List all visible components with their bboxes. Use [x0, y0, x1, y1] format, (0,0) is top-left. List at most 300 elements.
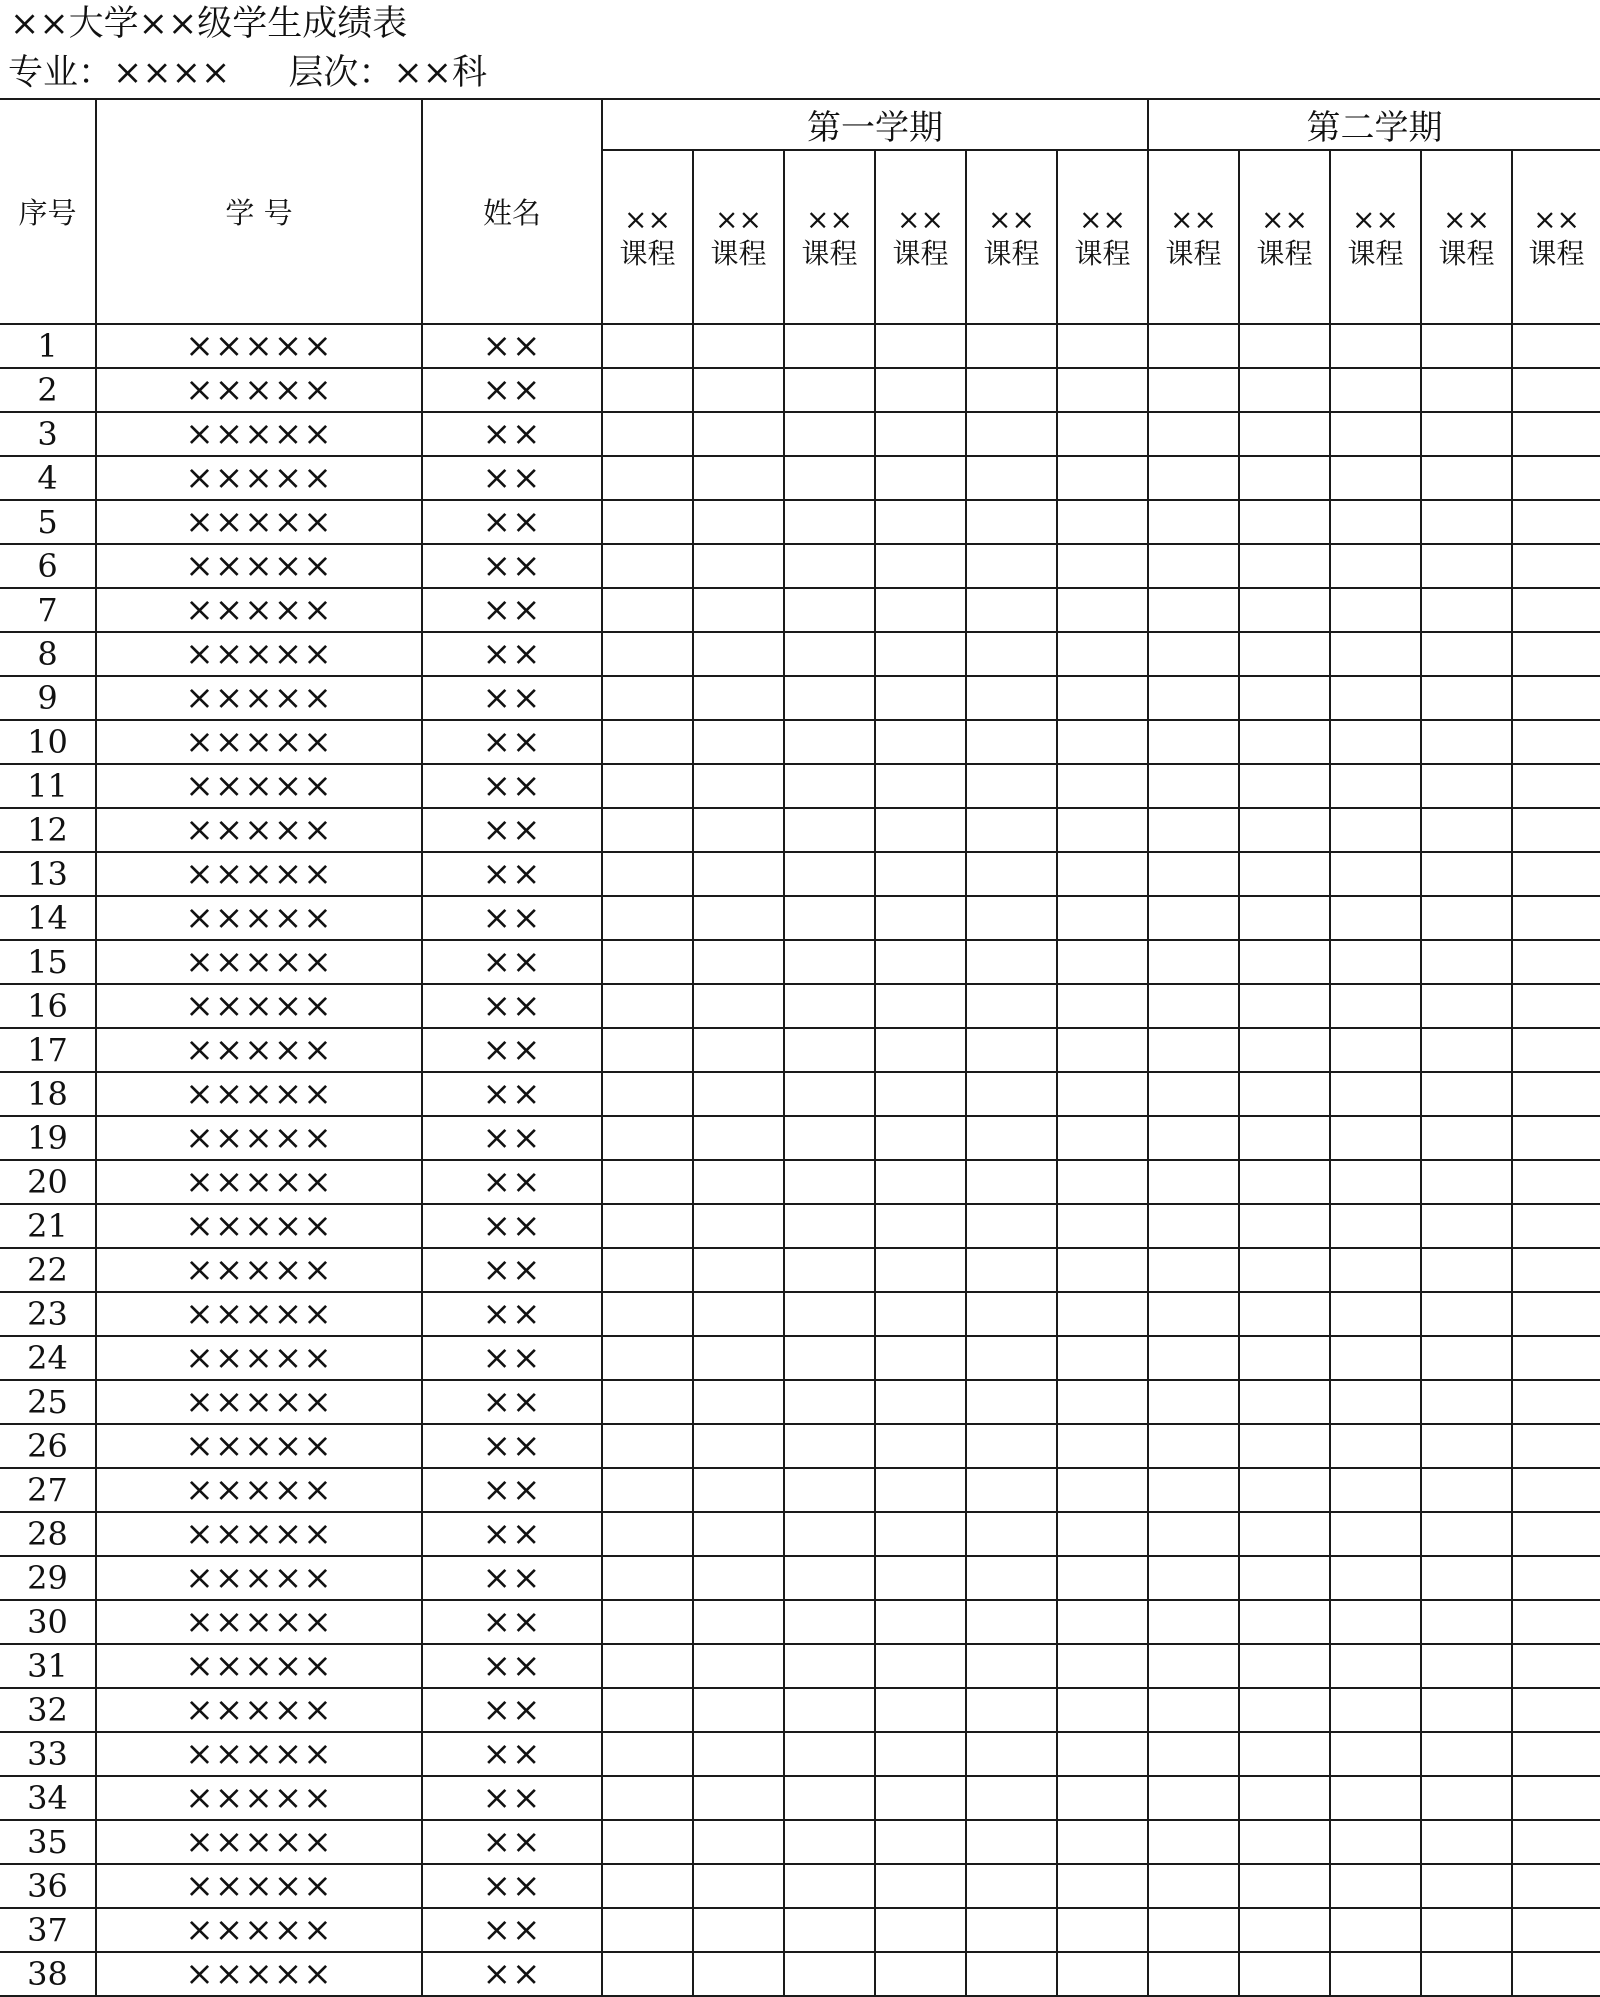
cell-score — [693, 1644, 784, 1688]
cell-score — [1239, 1776, 1330, 1820]
cell-score — [1512, 588, 1600, 632]
cell-student-id: ××××× — [96, 720, 422, 764]
cell-seq: 21 — [0, 1204, 96, 1248]
cell-score — [1148, 1952, 1239, 1996]
cell-score — [875, 324, 966, 368]
cell-score — [602, 1600, 693, 1644]
cell-student-id: ××××× — [96, 544, 422, 588]
cell-score — [875, 1424, 966, 1468]
table-row — [0, 588, 1600, 632]
cell-score — [875, 1864, 966, 1908]
cell-score — [1421, 764, 1512, 808]
cell-score — [1148, 632, 1239, 676]
cell-score — [602, 456, 693, 500]
cell-score — [1057, 940, 1148, 984]
cell-score — [1239, 1380, 1330, 1424]
cell-score — [1512, 1776, 1600, 1820]
table-row — [0, 1204, 1600, 1248]
cell-seq: 20 — [0, 1160, 96, 1204]
cell-student-id: ××××× — [96, 1072, 422, 1116]
header-course-s2-2 — [1239, 150, 1330, 324]
cell-score — [1239, 1600, 1330, 1644]
cell-score — [1330, 1776, 1421, 1820]
cell-score — [966, 1688, 1057, 1732]
cell-score — [1057, 1336, 1148, 1380]
cell-seq: 7 — [0, 588, 96, 632]
cell-score — [1239, 1072, 1330, 1116]
course-line1: ×× — [624, 203, 671, 236]
cell-score — [966, 764, 1057, 808]
cell-score — [1330, 852, 1421, 896]
cell-score — [693, 1688, 784, 1732]
table-row — [0, 764, 1600, 808]
cell-name: ×× — [422, 1732, 602, 1776]
cell-score — [875, 1336, 966, 1380]
cell-score — [966, 1732, 1057, 1776]
cell-name: ×× — [422, 1336, 602, 1380]
cell-score — [1239, 1820, 1330, 1864]
table-row — [0, 720, 1600, 764]
course-line2: 课程 — [1438, 237, 1495, 270]
cell-seq: 34 — [0, 1776, 96, 1820]
cell-score — [602, 1864, 693, 1908]
cell-score — [875, 1292, 966, 1336]
cell-student-id: ××××× — [96, 500, 422, 544]
cell-score — [1148, 808, 1239, 852]
cell-score — [602, 1424, 693, 1468]
cell-score — [784, 632, 875, 676]
cell-score — [693, 720, 784, 764]
cell-score — [1512, 1556, 1600, 1600]
cell-score — [1239, 324, 1330, 368]
cell-score — [875, 500, 966, 544]
cell-score — [1330, 1556, 1421, 1600]
cell-score — [1421, 1776, 1512, 1820]
course-line1: ×× — [1261, 203, 1308, 236]
cell-score — [1057, 368, 1148, 412]
cell-score — [966, 896, 1057, 940]
cell-score — [1057, 852, 1148, 896]
cell-name: ×× — [422, 1864, 602, 1908]
cell-score — [693, 1952, 784, 1996]
cell-score — [966, 1776, 1057, 1820]
cell-student-id: ××××× — [96, 1952, 422, 1996]
cell-score — [1512, 764, 1600, 808]
cell-student-id: ××××× — [96, 1468, 422, 1512]
cell-score — [693, 1028, 784, 1072]
cell-name: ×× — [422, 1292, 602, 1336]
cell-score — [1057, 1468, 1148, 1512]
table-row — [0, 1776, 1600, 1820]
cell-name: ×× — [422, 588, 602, 632]
cell-score — [875, 1468, 966, 1512]
table-row — [0, 1512, 1600, 1556]
cell-score — [1239, 940, 1330, 984]
cell-score — [966, 808, 1057, 852]
cell-score — [1512, 1600, 1600, 1644]
cell-score — [966, 720, 1057, 764]
cell-score — [1421, 1864, 1512, 1908]
cell-score — [693, 1512, 784, 1556]
course-line2: 课程 — [1074, 237, 1131, 270]
table-row — [0, 1908, 1600, 1952]
cell-score — [875, 1248, 966, 1292]
cell-score — [784, 720, 875, 764]
table-row — [0, 544, 1600, 588]
table-row — [0, 1556, 1600, 1600]
cell-student-id: ××××× — [96, 1600, 422, 1644]
cell-score — [1057, 1204, 1148, 1248]
cell-score — [1239, 588, 1330, 632]
cell-score — [1421, 1424, 1512, 1468]
table-row — [0, 1336, 1600, 1380]
cell-seq: 26 — [0, 1424, 96, 1468]
cell-student-id: ××××× — [96, 1028, 422, 1072]
cell-score — [875, 1600, 966, 1644]
cell-score — [602, 676, 693, 720]
cell-score — [1512, 544, 1600, 588]
cell-score — [1057, 1116, 1148, 1160]
cell-score — [1057, 1424, 1148, 1468]
cell-score — [693, 1908, 784, 1952]
table-row — [0, 1116, 1600, 1160]
table-row — [0, 1864, 1600, 1908]
cell-score — [1512, 456, 1600, 500]
cell-score — [1512, 676, 1600, 720]
cell-score — [693, 1072, 784, 1116]
cell-score — [1239, 1864, 1330, 1908]
cell-seq: 13 — [0, 852, 96, 896]
cell-score — [602, 764, 693, 808]
table-row — [0, 1820, 1600, 1864]
cell-score — [1512, 1732, 1600, 1776]
cell-score — [1057, 1512, 1148, 1556]
cell-score — [1239, 368, 1330, 412]
cell-score — [602, 1116, 693, 1160]
cell-score — [1057, 500, 1148, 544]
cell-student-id: ××××× — [96, 1864, 422, 1908]
cell-student-id: ××××× — [96, 456, 422, 500]
cell-score — [693, 1600, 784, 1644]
table-row — [0, 1380, 1600, 1424]
cell-score — [1239, 1160, 1330, 1204]
cell-score — [1057, 456, 1148, 500]
cell-seq: 33 — [0, 1732, 96, 1776]
cell-score — [1239, 1336, 1330, 1380]
cell-score — [784, 1028, 875, 1072]
cell-score — [784, 1204, 875, 1248]
cell-score — [693, 500, 784, 544]
cell-student-id: ××××× — [96, 588, 422, 632]
cell-score — [1421, 632, 1512, 676]
cell-score — [875, 1028, 966, 1072]
cell-score — [1239, 1952, 1330, 1996]
cell-score — [1512, 1248, 1600, 1292]
cell-score — [1239, 896, 1330, 940]
cell-score — [1512, 1952, 1600, 1996]
major-value: ×××× — [113, 53, 231, 93]
cell-score — [875, 1776, 966, 1820]
cell-student-id: ××××× — [96, 1380, 422, 1424]
cell-score — [1148, 896, 1239, 940]
level-value: ××科 — [393, 53, 487, 93]
cell-seq: 35 — [0, 1820, 96, 1864]
cell-score — [1148, 1600, 1239, 1644]
cell-score — [1421, 984, 1512, 1028]
cell-score — [1421, 1732, 1512, 1776]
cell-score — [1421, 1688, 1512, 1732]
cell-score — [602, 1028, 693, 1072]
cell-score — [1148, 1072, 1239, 1116]
cell-score — [693, 1424, 784, 1468]
cell-score — [1148, 1028, 1239, 1072]
cell-seq: 18 — [0, 1072, 96, 1116]
cell-student-id: ××××× — [96, 808, 422, 852]
header-course-s1-3 — [784, 150, 875, 324]
cell-score — [966, 852, 1057, 896]
cell-score — [602, 1204, 693, 1248]
cell-score — [1057, 544, 1148, 588]
cell-score — [1330, 896, 1421, 940]
cell-score — [875, 1644, 966, 1688]
cell-score — [875, 544, 966, 588]
cell-student-id: ××××× — [96, 1512, 422, 1556]
document-title: ××大学××级学生成绩表 — [10, 4, 408, 44]
level-label: 层次： — [288, 53, 394, 93]
header-course-s1-6 — [1057, 150, 1148, 324]
cell-score — [966, 412, 1057, 456]
cell-score — [784, 1336, 875, 1380]
cell-score — [1057, 1160, 1148, 1204]
table-row — [0, 500, 1600, 544]
cell-score — [1239, 1468, 1330, 1512]
cell-score — [602, 1468, 693, 1512]
cell-seq: 32 — [0, 1688, 96, 1732]
cell-score — [1148, 940, 1239, 984]
table-row — [0, 368, 1600, 412]
cell-score — [1421, 588, 1512, 632]
cell-score — [1057, 324, 1148, 368]
cell-score — [602, 544, 693, 588]
cell-score — [875, 1732, 966, 1776]
cell-score — [1148, 764, 1239, 808]
cell-score — [1421, 1292, 1512, 1336]
cell-score — [1421, 412, 1512, 456]
cell-score — [693, 1380, 784, 1424]
cell-score — [966, 1908, 1057, 1952]
cell-score — [875, 1820, 966, 1864]
cell-score — [875, 896, 966, 940]
table-row — [0, 1072, 1600, 1116]
course-line1: ×× — [1443, 203, 1490, 236]
cell-name: ×× — [422, 324, 602, 368]
cell-score — [1330, 1424, 1421, 1468]
cell-score — [1148, 1688, 1239, 1732]
cell-score — [1421, 852, 1512, 896]
cell-score — [966, 1380, 1057, 1424]
cell-score — [693, 1468, 784, 1512]
cell-seq: 30 — [0, 1600, 96, 1644]
table-row — [0, 940, 1600, 984]
cell-score — [1330, 1160, 1421, 1204]
cell-score — [693, 1292, 784, 1336]
cell-score — [1421, 368, 1512, 412]
cell-score — [966, 544, 1057, 588]
cell-score — [1330, 1688, 1421, 1732]
cell-score — [1330, 1380, 1421, 1424]
cell-score — [875, 1160, 966, 1204]
cell-score — [1057, 588, 1148, 632]
cell-score — [693, 588, 784, 632]
cell-score — [784, 1424, 875, 1468]
cell-score — [602, 1292, 693, 1336]
header-course-s2-1 — [1148, 150, 1239, 324]
cell-seq: 15 — [0, 940, 96, 984]
cell-score — [784, 764, 875, 808]
cell-seq: 4 — [0, 456, 96, 500]
cell-score — [1330, 1204, 1421, 1248]
cell-score — [1239, 764, 1330, 808]
cell-score — [1148, 1556, 1239, 1600]
course-line2: 课程 — [710, 237, 767, 270]
table-header — [0, 99, 1600, 324]
cell-score — [693, 1820, 784, 1864]
cell-score — [1330, 984, 1421, 1028]
header-course-s1-2 — [693, 150, 784, 324]
table-row — [0, 412, 1600, 456]
cell-score — [1330, 808, 1421, 852]
cell-score — [1330, 1512, 1421, 1556]
cell-score — [875, 764, 966, 808]
cell-score — [1421, 1820, 1512, 1864]
cell-score — [875, 368, 966, 412]
cell-score — [784, 1380, 875, 1424]
cell-score — [1057, 632, 1148, 676]
cell-score — [784, 808, 875, 852]
cell-score — [1148, 1820, 1239, 1864]
cell-seq: 5 — [0, 500, 96, 544]
cell-score — [1421, 1160, 1512, 1204]
cell-score — [1421, 1380, 1512, 1424]
cell-score — [1421, 1600, 1512, 1644]
cell-score — [784, 544, 875, 588]
cell-score — [1421, 1908, 1512, 1952]
table-row — [0, 1028, 1600, 1072]
cell-score — [1148, 544, 1239, 588]
cell-score — [875, 412, 966, 456]
cell-score — [1057, 1688, 1148, 1732]
cell-student-id: ××××× — [96, 1908, 422, 1952]
cell-seq: 19 — [0, 1116, 96, 1160]
cell-score — [602, 632, 693, 676]
cell-seq: 22 — [0, 1248, 96, 1292]
cell-score — [602, 588, 693, 632]
table-row — [0, 1952, 1600, 1996]
course-line1: ×× — [1352, 203, 1399, 236]
cell-score — [1330, 632, 1421, 676]
cell-score — [693, 1336, 784, 1380]
major-label: 专业： — [8, 53, 114, 93]
cell-score — [693, 632, 784, 676]
cell-score — [1148, 456, 1239, 500]
cell-score — [1512, 1644, 1600, 1688]
cell-score — [784, 1952, 875, 1996]
cell-score — [1421, 808, 1512, 852]
cell-score — [693, 1732, 784, 1776]
cell-score — [1512, 1204, 1600, 1248]
cell-score — [1512, 1468, 1600, 1512]
cell-score — [1512, 1292, 1600, 1336]
header-name: 姓名 — [422, 99, 602, 324]
cell-score — [1330, 940, 1421, 984]
cell-score — [1330, 1336, 1421, 1380]
cell-score — [1057, 720, 1148, 764]
cell-score — [1512, 324, 1600, 368]
cell-score — [784, 324, 875, 368]
cell-score — [1512, 1160, 1600, 1204]
cell-score — [784, 1820, 875, 1864]
cell-score — [1239, 1644, 1330, 1688]
cell-score — [602, 1820, 693, 1864]
cell-score — [693, 676, 784, 720]
cell-student-id: ××××× — [96, 896, 422, 940]
cell-score — [1512, 1908, 1600, 1952]
cell-score — [784, 1248, 875, 1292]
cell-name: ×× — [422, 808, 602, 852]
table-row — [0, 1644, 1600, 1688]
table-row — [0, 1600, 1600, 1644]
header-course-s2-3 — [1330, 150, 1421, 324]
cell-score — [1239, 1556, 1330, 1600]
cell-score — [966, 500, 1057, 544]
cell-score — [1057, 1380, 1148, 1424]
cell-score — [1148, 1336, 1239, 1380]
header-row-semesters — [0, 99, 1600, 150]
cell-score — [1148, 1160, 1239, 1204]
cell-score — [1239, 1116, 1330, 1160]
cell-score — [602, 940, 693, 984]
cell-score — [693, 324, 784, 368]
cell-score — [1148, 1248, 1239, 1292]
cell-score — [1239, 456, 1330, 500]
cell-score — [875, 632, 966, 676]
cell-score — [1148, 1292, 1239, 1336]
cell-score — [1148, 1644, 1239, 1688]
table-row — [0, 676, 1600, 720]
course-line1: ×× — [988, 203, 1035, 236]
cell-score — [1330, 412, 1421, 456]
cell-score — [784, 500, 875, 544]
cell-score — [1421, 1072, 1512, 1116]
header-course-s1-5 — [966, 150, 1057, 324]
table-body — [0, 324, 1600, 1996]
cell-name: ×× — [422, 764, 602, 808]
cell-score — [1239, 1424, 1330, 1468]
cell-score — [875, 1204, 966, 1248]
cell-score — [1421, 1336, 1512, 1380]
cell-score — [693, 456, 784, 500]
cell-score — [693, 852, 784, 896]
cell-name: ×× — [422, 940, 602, 984]
table-row — [0, 324, 1600, 368]
cell-seq: 36 — [0, 1864, 96, 1908]
cell-score — [966, 1952, 1057, 1996]
cell-score — [1512, 1688, 1600, 1732]
cell-score — [602, 720, 693, 764]
header-course-s2-5 — [1512, 150, 1600, 324]
cell-score — [966, 1600, 1057, 1644]
course-line1: ×× — [897, 203, 944, 236]
